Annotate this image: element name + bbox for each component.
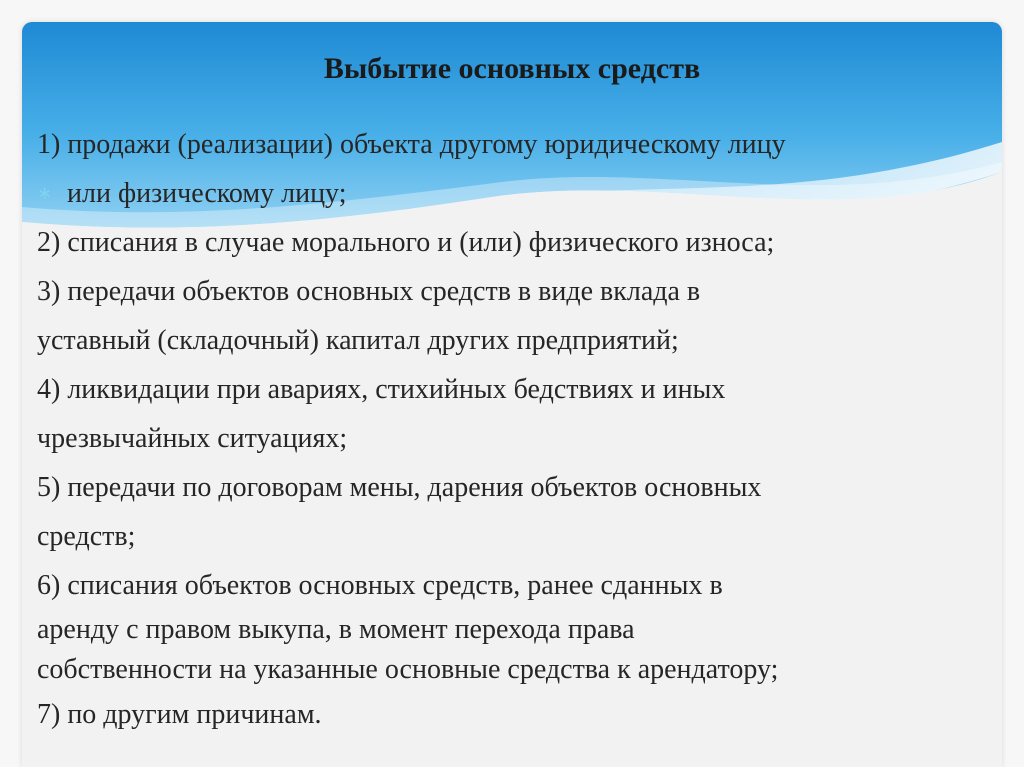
- list-line-11: аренду с правом выкупа, в момент перехода права: [37, 614, 635, 645]
- slide-body: [37, 120, 997, 739]
- list-line-9: средств;: [37, 521, 136, 552]
- list-line-2: [37, 169, 997, 218]
- slide-title: Выбытие основных средств: [323, 52, 701, 85]
- list-line-13: 7) по другим причинам.: [37, 699, 322, 730]
- list-line-5: уставный (складочный) капитал других предприятий;: [37, 325, 679, 356]
- list-line-7: чрезвычайных ситуациях;: [37, 423, 348, 454]
- list-line-6: 4) ликвидации при авариях, стихийных бедствиях и иных: [37, 374, 726, 405]
- list-line-8: 5) передачи по договорам мены, дарения объектов основных: [37, 472, 762, 503]
- list-line-1: 1) продажи (реализации) объекта другому юридическому лицу: [37, 129, 786, 160]
- list-line-3: 2) списания в случае морального и (или) физического износа;: [37, 227, 775, 258]
- list-line-4: 3) передачи объектов основных средств в виде вклада в: [37, 276, 701, 307]
- list-line-12: собственности на указанные основные средства к арендатору;: [37, 654, 779, 685]
- list-line-2-text: или физическому лицу;: [67, 178, 347, 209]
- asterisk-bullet-icon: ∗: [37, 183, 53, 204]
- list-line-10: 6) списания объектов основных средств, ранее сданных в: [37, 570, 723, 601]
